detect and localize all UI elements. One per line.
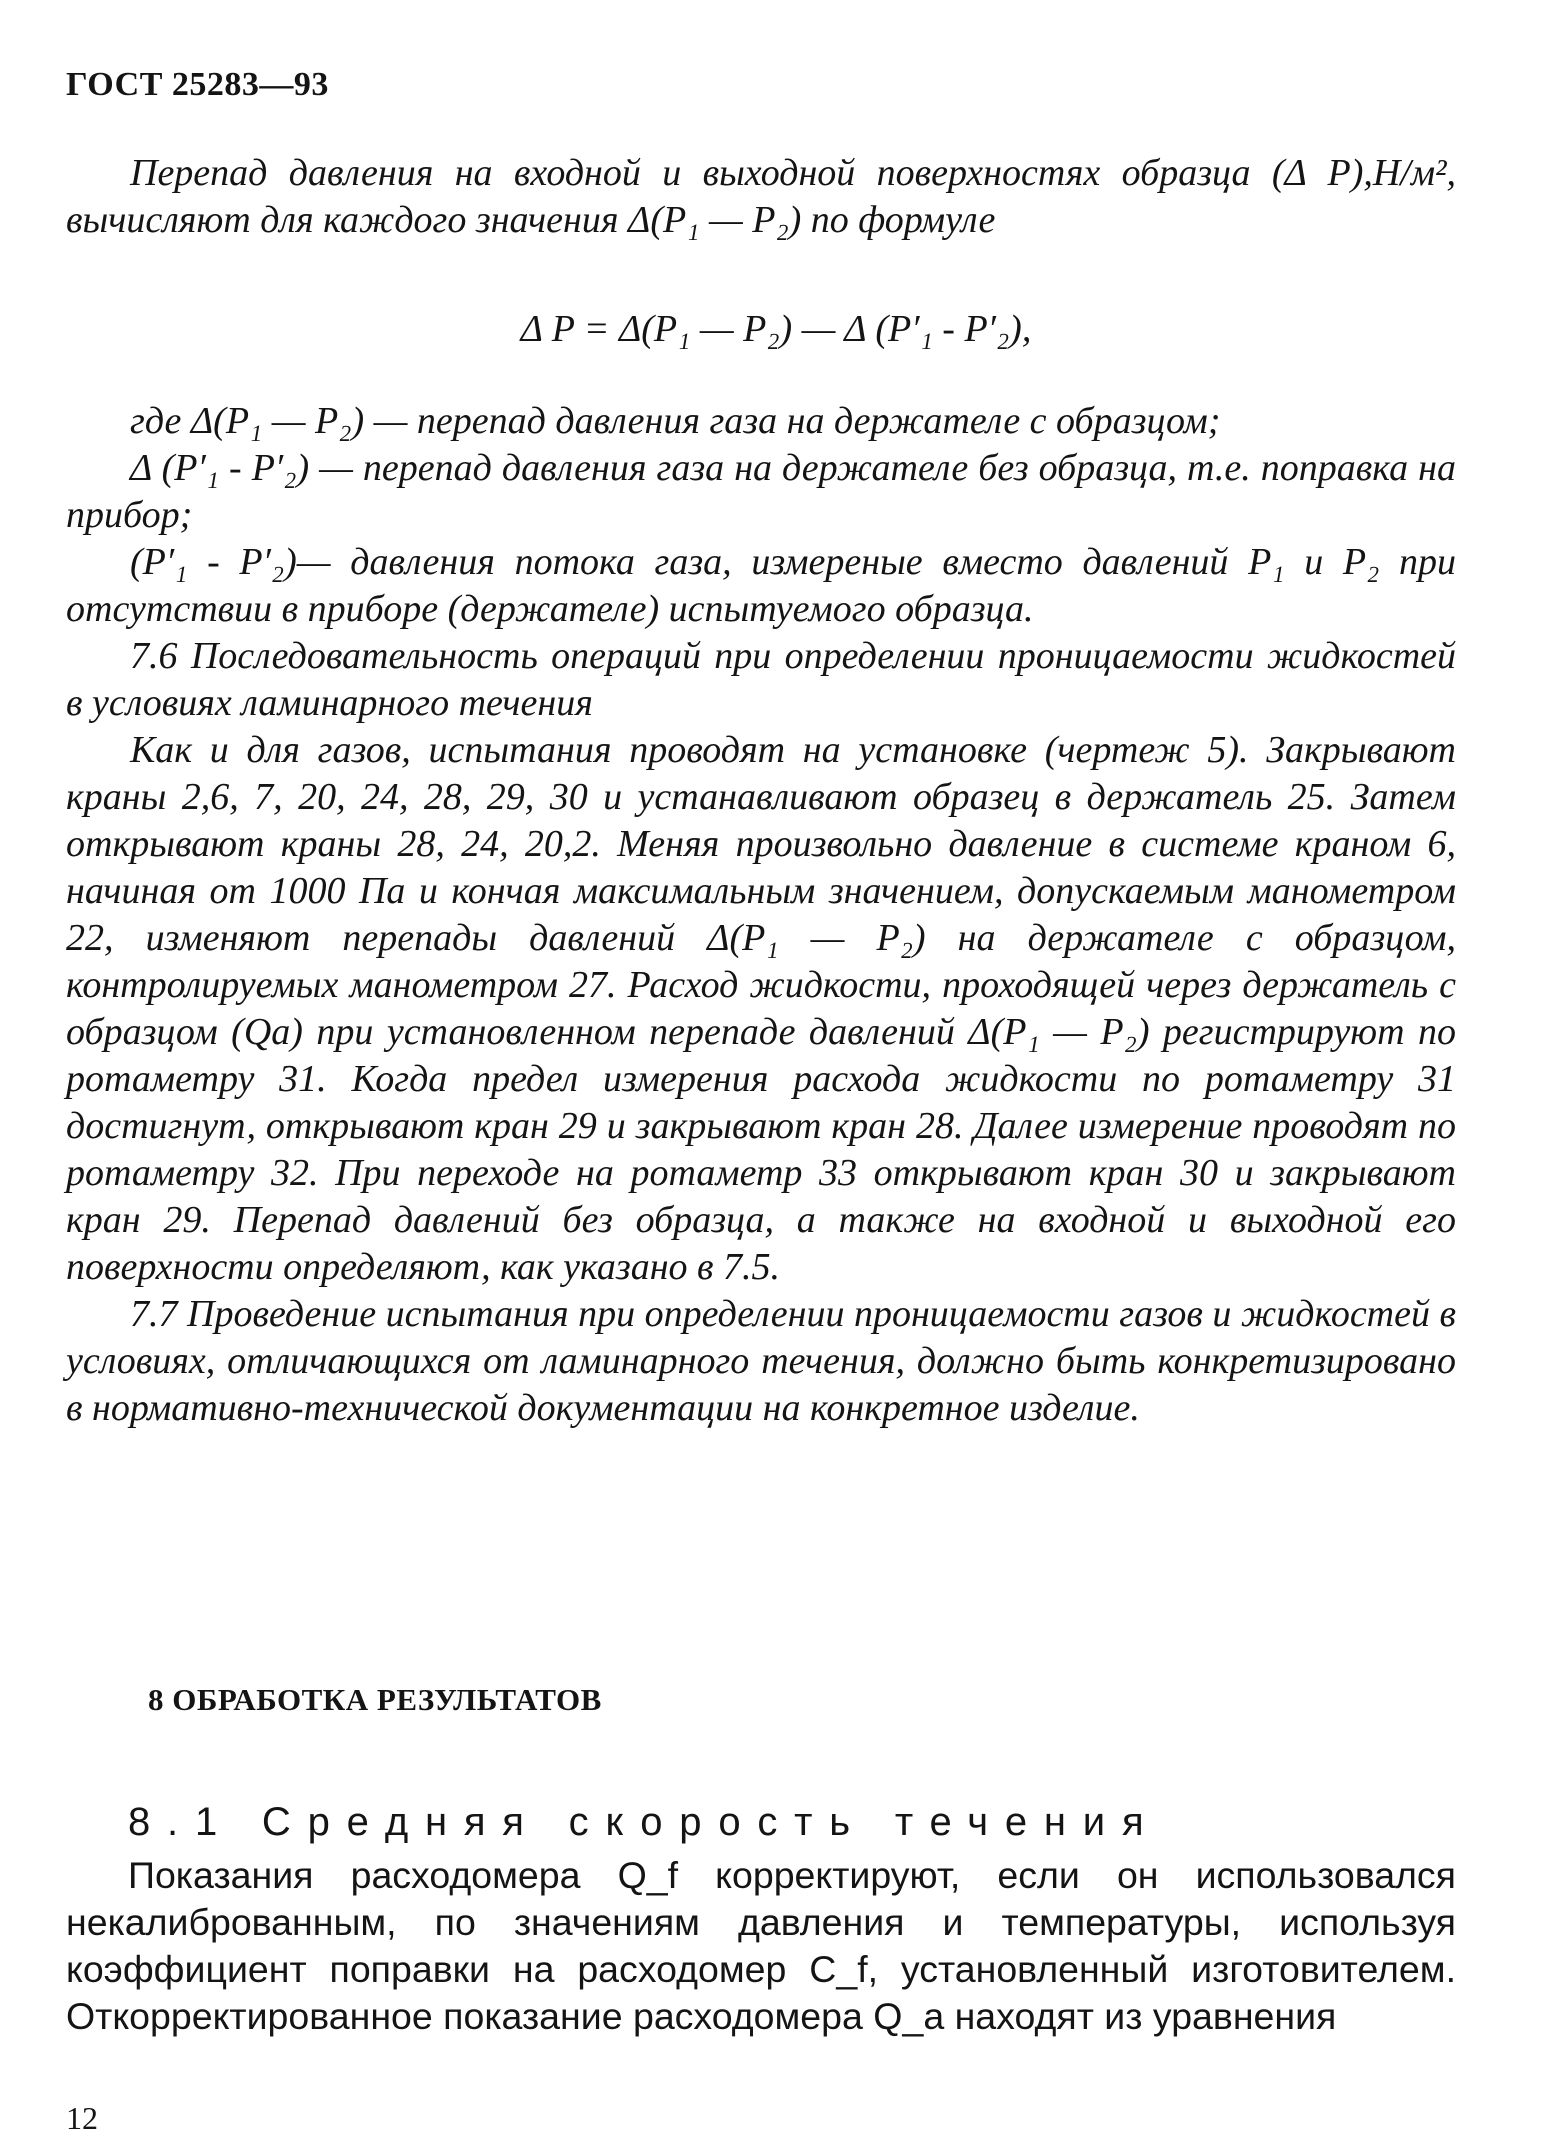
page-number: 12 [66,2100,98,2136]
section-7-6-body: Как и для газов, испытания проводят на установке (чертеж 5). Закрывают краны 2,6, 7, 20, 24, 28, 29, 30 и устанавливают образец в держатель 25. Затем открывают краны 28, 24, 20,2. Меняя произвольно давление в системе краном 6, начиная от 1000 Па и кончая максимальным значением, допускаемым манометром 22, изменяют перепады давлений Δ(P₁ — P₂) на держателе с образцом, контролируемых манометром 27. Расход жидкости, проходящей через держатель с образцом (Qa) при установленном перепаде давлений Δ(P₁ — P₂) регистрируют по ротаметру 31. Когда предел измерения расхода жидкости по ротаметру 31 достигнут, открывают кран 29 и закрывают кран 28. Далее измерение проводят по ротаметру 32. При переходе на ротаметр 33 открывают кран 30 и закрывают кран 29. Перепад давлений без образца, а также на входной и выходной его поверхности определяют, как указано в 7.5. [66,729,1456,1288]
pressure-drop-formula: Δ P = Δ(P₁ — P₂) — Δ (P′₁ - P′₂), [520,308,1032,350]
intro-paragraph-block [66,150,1456,244]
standard-id: ГОСТ 25283—93 [66,66,329,103]
definition-line-1: где Δ(P₁ — P₂) — перепад давления газа на держателе с образцом; [130,400,1221,442]
section-8-1-title: 8.1 Средняя скорость течения [128,1800,1161,1844]
section-7-6-heading: 7.6 Последовательность операций при определении проницаемости жидкостей в условиях ламинарного течения [66,635,1456,724]
formula-definitions [66,398,1456,1432]
section-8-1-body: Показания расходомера Q_f корректируют, если он использовался некалиброванным, по значениям давления и температуры, используя коэффициент поправки на расходомер C_f, установленный изготовителем. Откорректированное показание расходомера Q_a находят из уравнения [66,1854,1456,2037]
definition-line-2: Δ (P′₁ - P′₂) — перепад давления газа на держателе без образца, т.е. поправка на прибор; [66,447,1456,536]
intro-paragraph: Перепад давления на входной и выходной поверхностях образца (Δ P),Н/м², вычисляют для каждого значения Δ(P₁ — P₂) по формуле [66,152,1456,241]
section-8-title: 8 ОБРАБОТКА РЕЗУЛЬТАТОВ [148,1682,602,1717]
definition-line-3: (P′₁ - P′₂)— давления потока газа, измереные вместо давлений P₁ и P₂ при отсутствии в приборе (держателе) испытуемого образца. [66,541,1456,630]
section-7-7-paragraph: 7.7 Проведение испытания при определении проницаемости газов и жидкостей в условиях, отличающихся от ламинарного течения, должно быть конкретизировано в нормативно-технической документации на конкретное изделие. [66,1293,1456,1429]
